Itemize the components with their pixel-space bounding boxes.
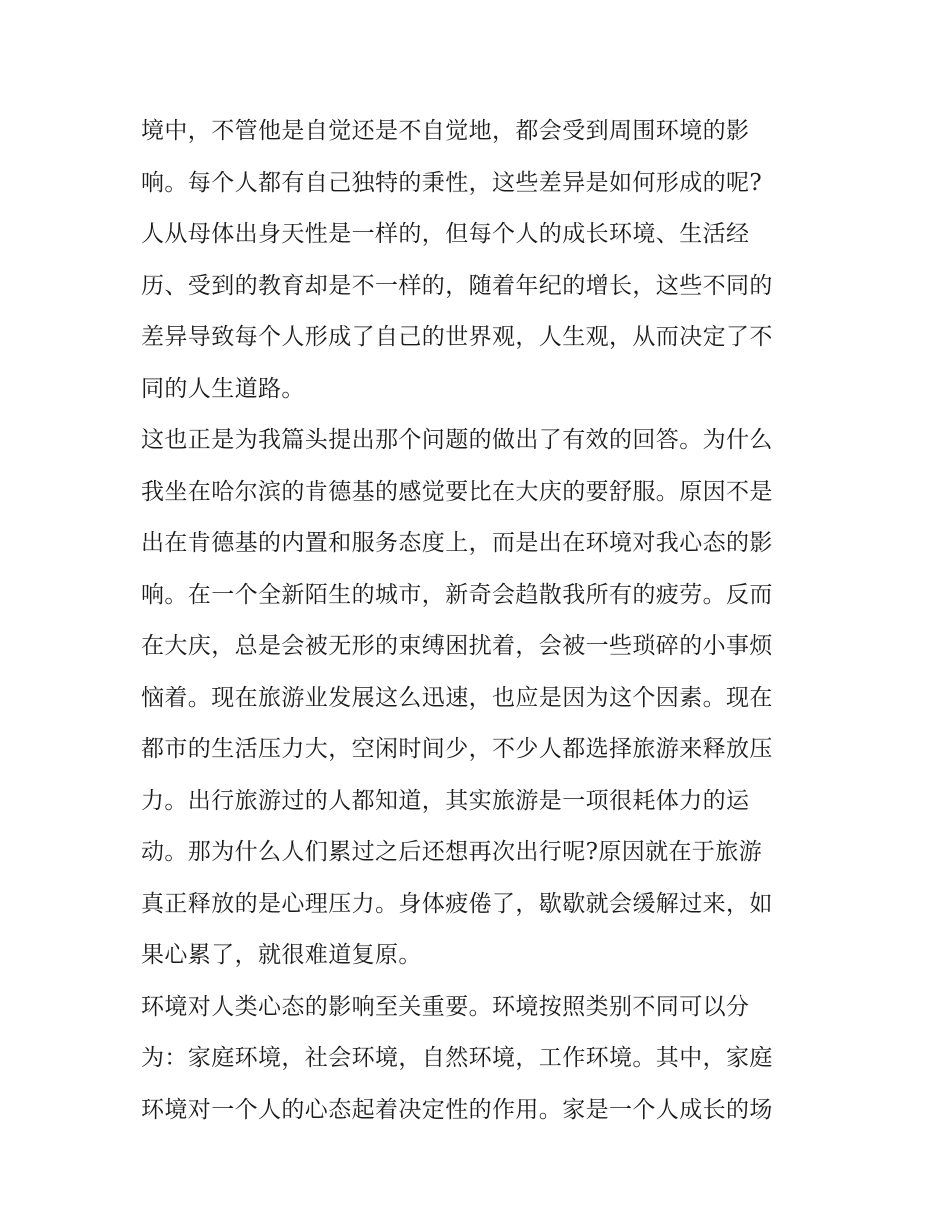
text-line: 动。那为什么人们累过之后还想再次出行呢?原因就在于旅游 bbox=[141, 839, 763, 865]
text-line: 境中，不管他是自觉还是不自觉地，都会受到周围环境的影 bbox=[141, 118, 750, 144]
paragraph-2 bbox=[141, 415, 821, 982]
text-line: 恼着。现在旅游业发展这么迅速，也应是因为这个因素。现在 bbox=[141, 684, 773, 711]
text-line: 真正释放的是心理压力。身体疲倦了，歇歇就会缓解过来，如 bbox=[141, 890, 773, 917]
text-line: 都市的生活压力大，空闲时间少，不少人都选择旅游来释放压 bbox=[141, 736, 773, 762]
text-line: 在大庆，总是会被无形的束缚困扰着，会被一些琐碎的小事烦 bbox=[141, 633, 773, 659]
text-line: 环境对人类心态的影响至关重要。环境按照类别不同可以分 bbox=[141, 993, 750, 1020]
text-line: 我坐在哈尔滨的肯德基的感觉要比在大庆的要舒服。原因不是 bbox=[141, 478, 773, 505]
text-line: 环境对一个人的心态起着决定性的作用。家是一个人成长的场 bbox=[141, 1096, 773, 1123]
text-line: 力。出行旅游过的人都知道，其实旅游是一项很耗体力的运 bbox=[141, 787, 750, 814]
text-line: 出在肯德基的内置和服务态度上，而是出在环境对我心态的影 bbox=[141, 530, 773, 556]
text-line: 历、受到的教育却是不一样的，随着年纪的增长，这些不同的 bbox=[141, 272, 773, 299]
text-line: 响。在一个全新陌生的城市，新奇会趋散我所有的疲劳。反而 bbox=[141, 581, 773, 608]
paragraph-1 bbox=[141, 106, 821, 415]
text-line: 同的人生道路。 bbox=[141, 375, 305, 402]
text-line: 差异导致每个人形成了自己的世界观，人生观，从而决定了不 bbox=[141, 324, 773, 350]
text-line: 这也正是为我篇头提出那个问题的做出了有效的回答。为什么 bbox=[141, 427, 773, 453]
paragraph-3 bbox=[141, 982, 821, 1137]
text-line: 人从母体出身天性是一样的，但每个人的成长环境、生活经 bbox=[141, 221, 750, 247]
text-line: 为：家庭环境，社会环境，自然环境，工作环境。其中，家庭 bbox=[141, 1045, 773, 1071]
text-line: 果心累了，就很难道复原。 bbox=[141, 942, 422, 968]
text-line: 响。每个人都有自己独特的秉性，这些差异是如何形成的呢? bbox=[141, 169, 763, 196]
document-body bbox=[141, 106, 821, 1136]
